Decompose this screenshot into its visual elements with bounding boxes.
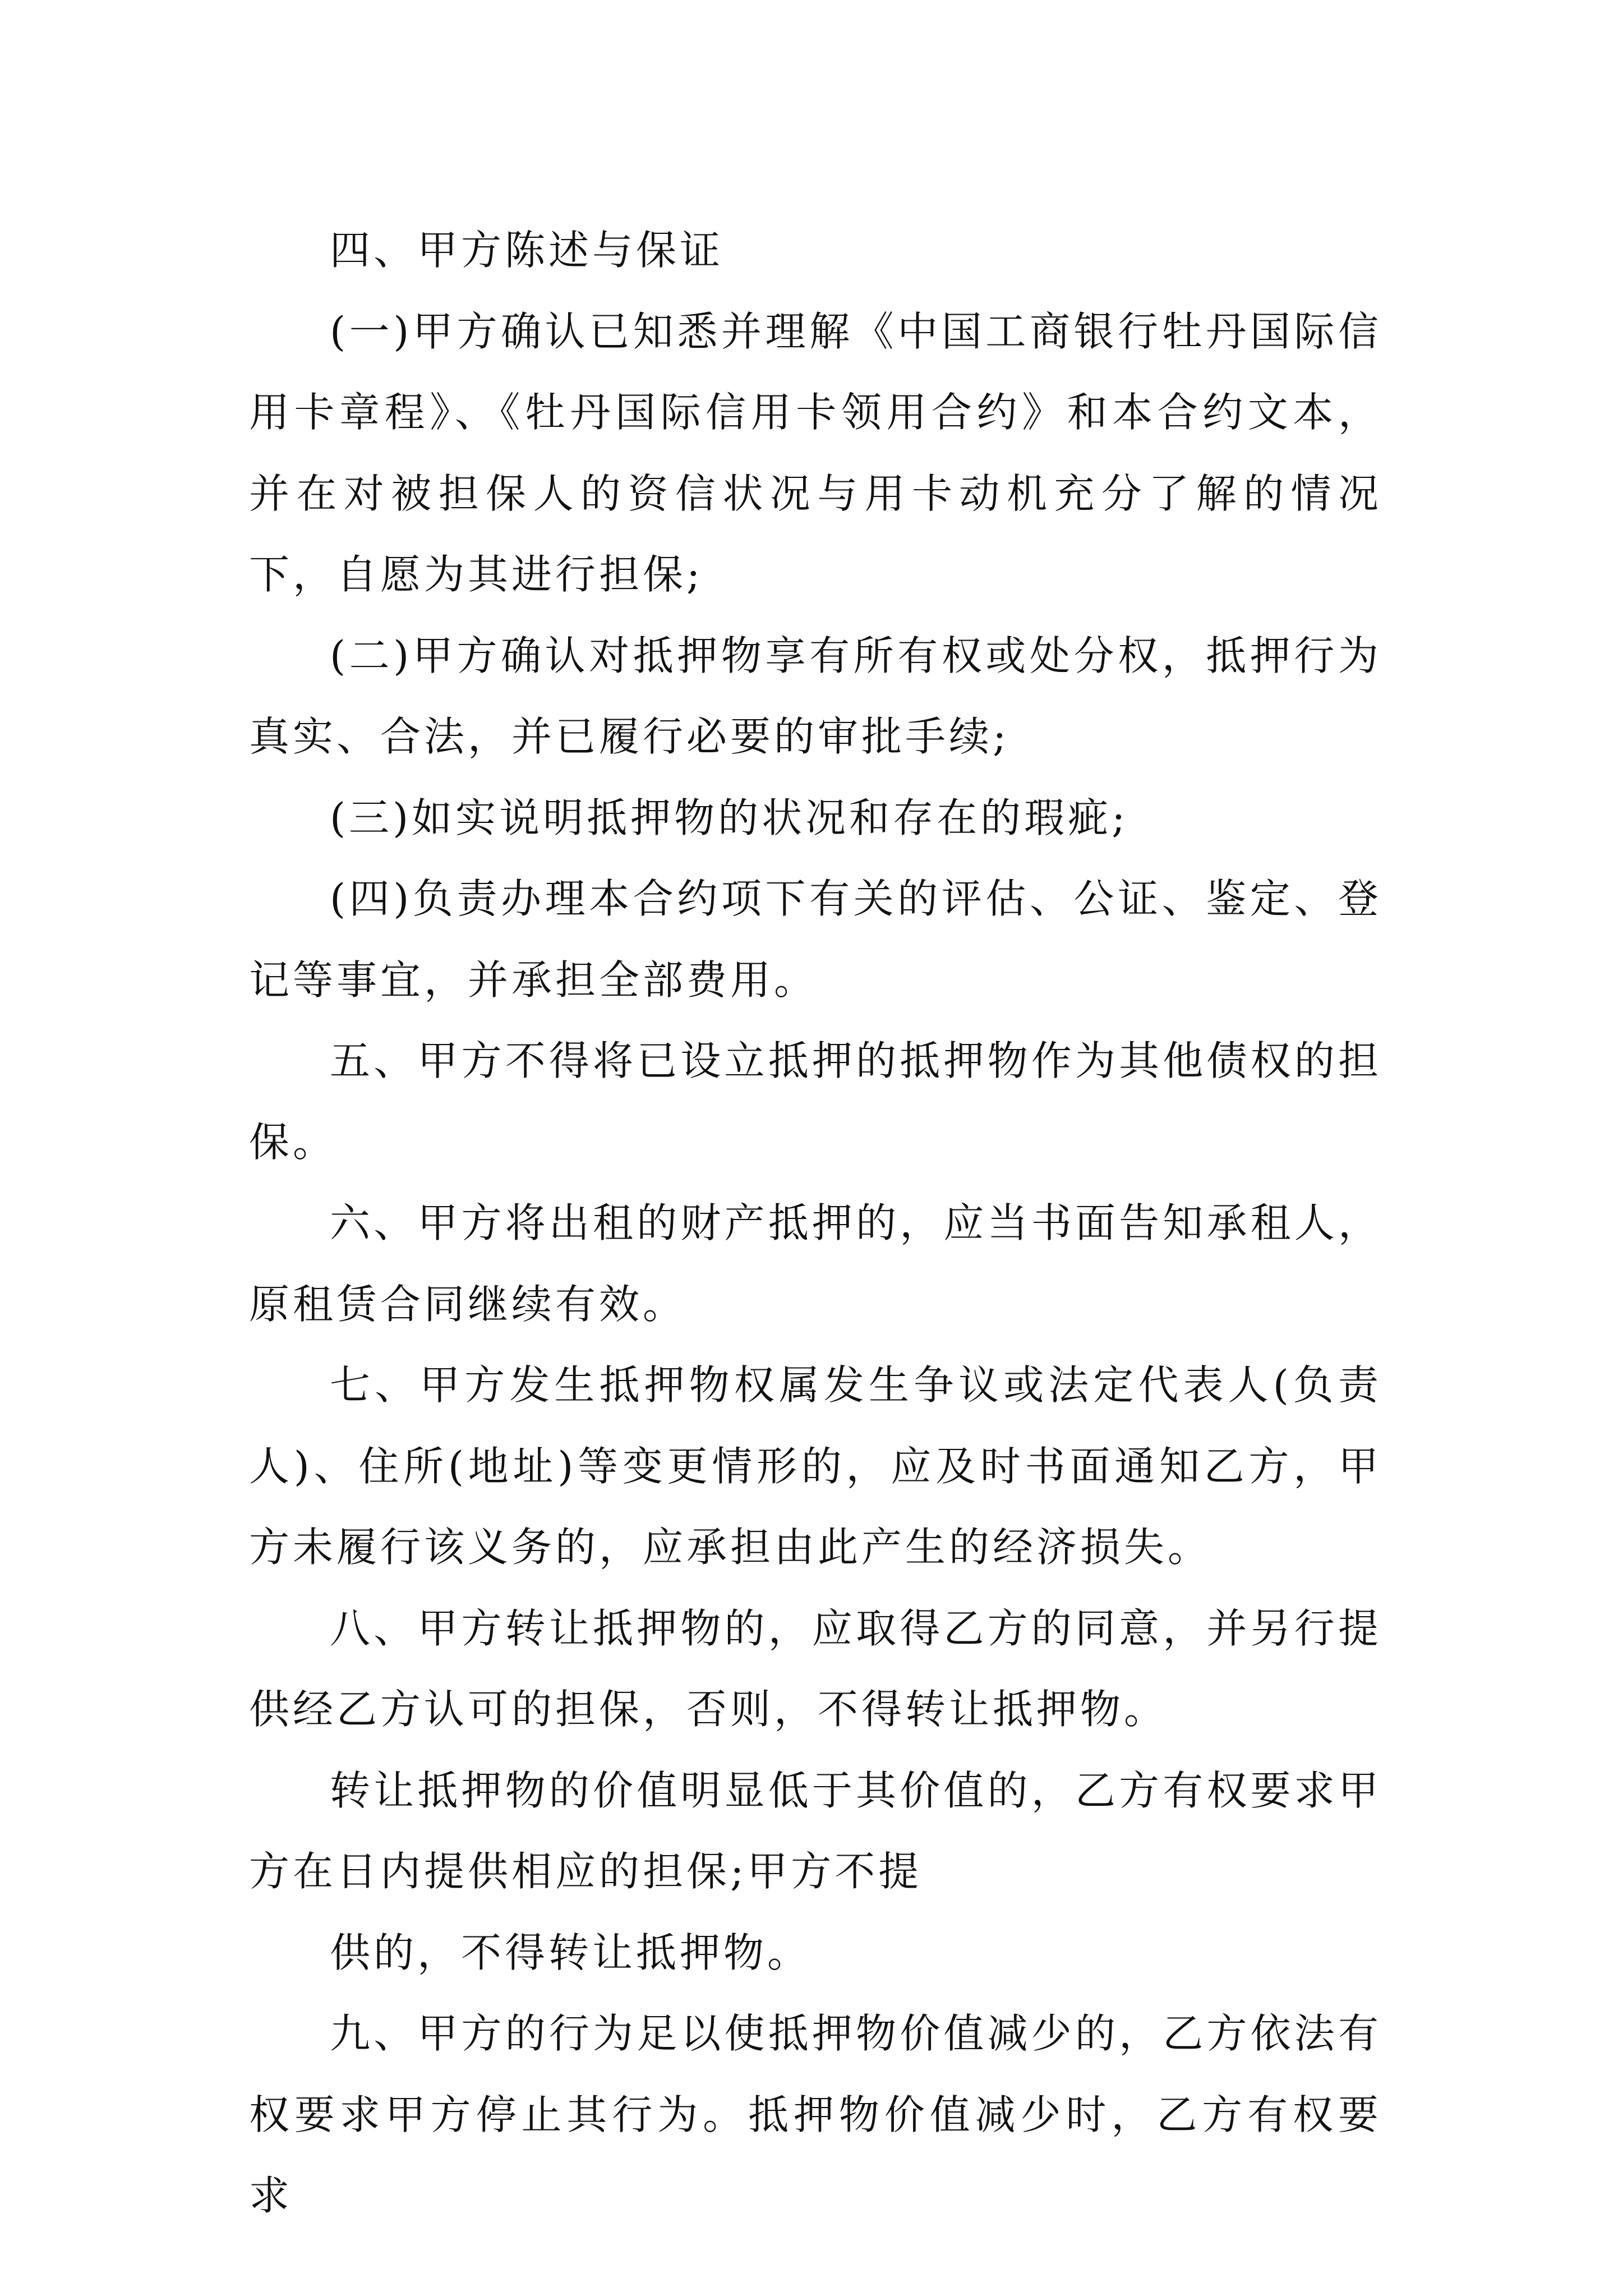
paragraph: 转让抵押物的价值明显低于其价值的，乙方有权要求甲方在日内提供相应的担保;甲方不提: [249, 1766, 1382, 1895]
section-heading-4: 四、甲方陈述与保证: [330, 227, 724, 274]
paragraph: (二)甲方确认对抵押物享有所有权或处分权，抵押行为真实、合法，并已履行必要的审批手续;: [249, 632, 1382, 760]
section-6: 六、甲方将出租的财产抵押的，应当书面告知承租人，原租赁合同继续有效。: [249, 1199, 1382, 1328]
section-7: 七、甲方发生抵押物权属发生争议或法定代表人(负责人)、住所(地址)等变更情形的，应及时书面通知乙方，甲方未履行该义务的，应承担由此产生的经济损失。: [249, 1361, 1382, 1571]
paragraph: (一)甲方确认已知悉并理解《中国工商银行牡丹国际信用卡章程》、《牡丹国际信用卡领用合约》和本合约文本，并在对被担保人的资信状况与用卡动机充分了解的情况下，自愿为其进行担保;: [249, 307, 1382, 598]
section-9: 九、甲方的行为足以使抵押物价值减少的，乙方依法有权要求甲方停止其行为。抵押物价值减少时，乙方有权要求: [249, 2010, 1382, 2219]
section-8: 八、甲方转让抵押物的，应取得乙方的同意，并另行提供经乙方认可的担保，否则，不得转让抵押物。: [249, 1604, 1382, 1733]
document-body: [249, 210, 1382, 2237]
paragraph: (三)如实说明抵押物的状况和存在的瑕疵;: [330, 794, 1129, 841]
section-5: 五、甲方不得将已设立抵押的抵押物作为其他债权的担保。: [249, 1037, 1382, 1166]
paragraph: 供的，不得转让抵押物。: [330, 1929, 811, 1976]
paragraph: (四)负责办理本合约项下有关的评估、公证、鉴定、登记等事宜，并承担全部费用。: [249, 875, 1382, 1004]
